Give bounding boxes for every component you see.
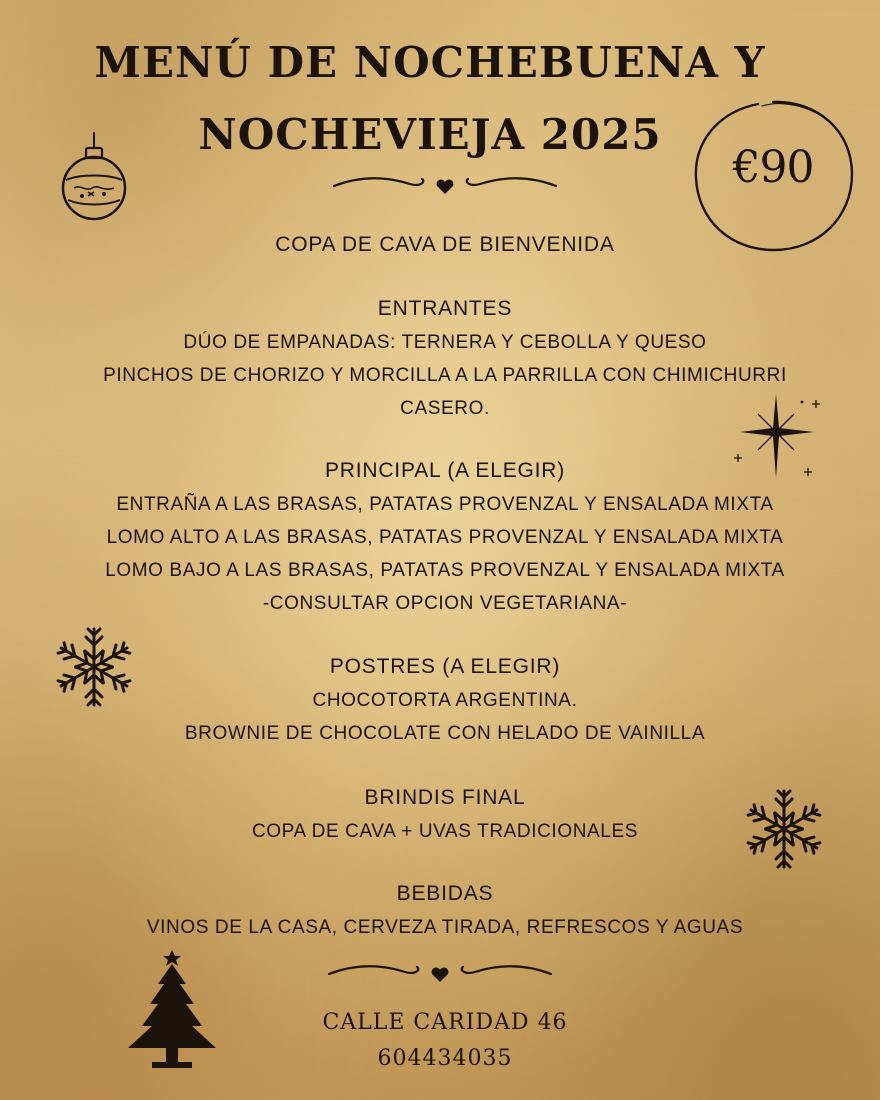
menu-item: LOMO ALTO A LAS BRASAS, PATATAS PROVENZAL Y ENSALADA MIXTA — [106, 527, 784, 548]
menu-item: BROWNIE DE CHOCOLATE CON HELADO DE VAINILLA — [184, 723, 706, 744]
menu-item: CHOCOTORTA ARGENTINA. — [312, 690, 578, 711]
price-label: €90 — [732, 142, 814, 193]
section-heading: BRINDIS FINAL — [364, 786, 526, 809]
welcome-block — [0, 228, 880, 262]
section-heading: POSTRES (A ELEGIR) — [329, 655, 561, 678]
snowflake-icon — [54, 624, 134, 710]
menu-item: CASERO. — [400, 398, 490, 419]
swirl-heart-divider-icon — [325, 960, 555, 990]
menu-item: COPA DE CAVA + UVAS TRADICIONALES — [251, 821, 638, 842]
sparkle-star-icon — [732, 390, 828, 482]
welcome-text: COPA DE CAVA DE BIENVENIDA — [275, 233, 615, 256]
menu-item: LOMO BAJO A LAS BRASAS, PATATAS PROVENZAL Y ENSALADA MIXTA — [105, 560, 785, 581]
title-line-2: NOCHEVIEJA 2025 — [198, 110, 662, 159]
address-text: CALLE CARIDAD 46 — [322, 1010, 568, 1035]
section-heading: BEBIDAS — [396, 882, 494, 905]
christmas-tree-icon — [124, 948, 220, 1072]
menu-item: VINOS DE LA CASA, CERVEZA TIRADA, REFRESCOS Y AGUAS — [146, 917, 744, 938]
menu-item: -CONSULTAR OPCION VEGETARIANA- — [262, 593, 628, 614]
christmas-ornament-icon — [58, 130, 130, 222]
menu-item: DÚO DE EMPANADAS: TERNERA Y CEBOLLA Y QUESO — [183, 332, 707, 353]
swirl-heart-divider-icon — [330, 172, 560, 202]
section-heading: ENTRANTES — [377, 297, 513, 320]
section-heading: PRINCIPAL (A ELEGIR) — [324, 459, 566, 482]
menu-item: ENTRAÑA A LAS BRASAS, PATATAS PROVENZAL Y ENSALADA MIXTA — [116, 494, 774, 515]
phone-text: 604434035 — [377, 1046, 513, 1071]
menu-item: PINCHOS DE CHORIZO Y MORCILLA A LA PARRILLA CON CHIMICHURRI — [103, 365, 787, 386]
title-line-1: MENÚ DE NOCHEBUENA Y — [94, 38, 766, 87]
snowflake-icon — [744, 786, 824, 872]
section-bebidas — [0, 877, 880, 944]
